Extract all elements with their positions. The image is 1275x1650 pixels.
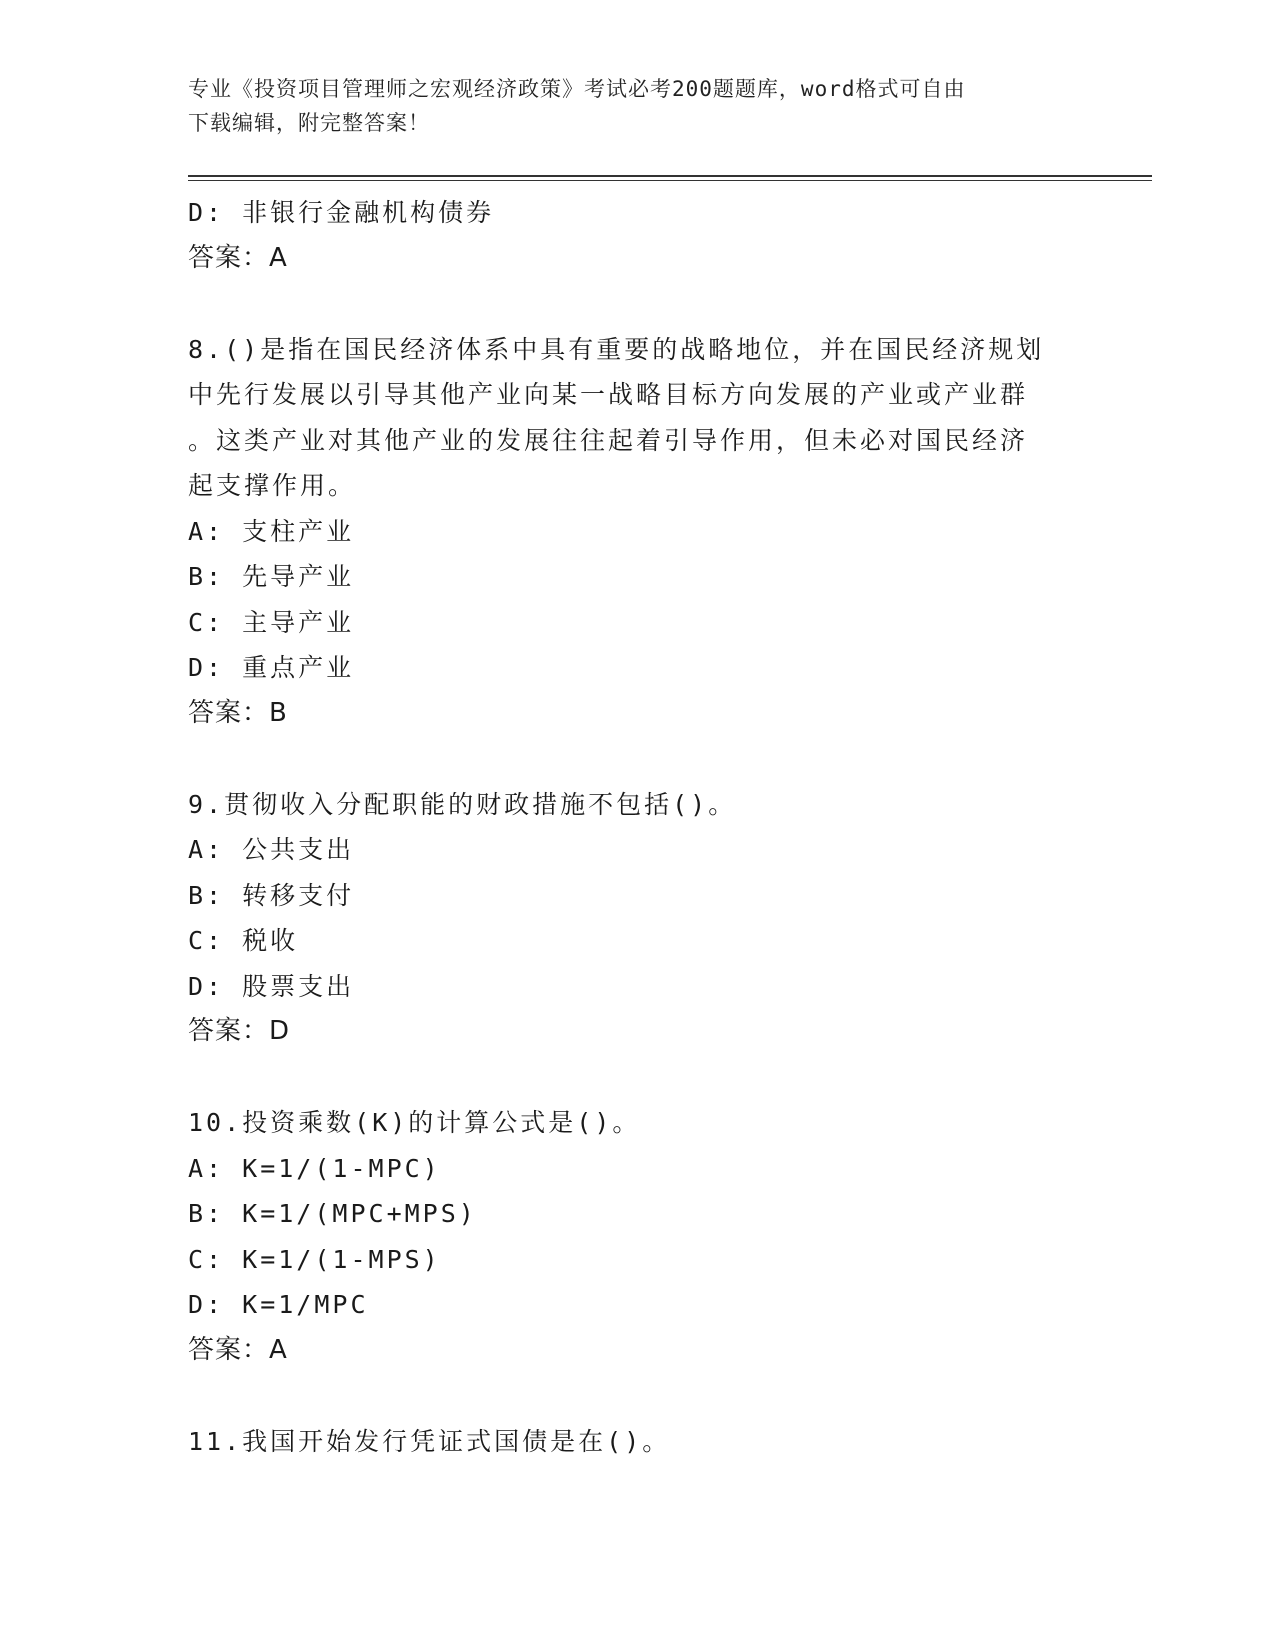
option-d: D: 非银行金融机构债券 xyxy=(188,198,495,227)
option-a: A: 公共支出 xyxy=(188,835,355,864)
question-text-line: 9.贯彻收入分配职能的财政措施不包括()。 xyxy=(188,789,737,819)
document-body xyxy=(188,190,1088,1464)
header-divider-thin xyxy=(188,180,1152,181)
question-text-line: 。这类产业对其他产业的发展往往起着引导作用，但未必对国民经济 xyxy=(188,425,1029,455)
question-text-line: 中先行发展以引导其他产业向某一战略目标方向发展的产业或产业群 xyxy=(188,380,1029,409)
option-c: C: 税收 xyxy=(188,926,299,955)
question-text-line: 10.投资乘数(K)的计算公式是()。 xyxy=(188,1108,641,1137)
question-text-line: 11.我国开始发行凭证式国债是在()。 xyxy=(188,1426,671,1456)
option-d: D: K=1/MPC xyxy=(188,1290,369,1319)
spacer xyxy=(188,1373,1088,1419)
answer-line: 答案：D xyxy=(188,1016,291,1046)
header-line-1: 专业《投资项目管理师之宏观经济政策》考试必考200题题库，word格式可自由 xyxy=(188,77,966,101)
option-c: C: 主导产业 xyxy=(188,607,355,637)
answer-line: 答案：A xyxy=(188,1334,288,1365)
option-b: B: 先导产业 xyxy=(188,562,355,591)
answer-line: 答案：A xyxy=(188,242,288,273)
option-d: D: 重点产业 xyxy=(188,653,355,682)
spacer xyxy=(188,736,1088,782)
question-10 xyxy=(188,1100,1088,1373)
spacer xyxy=(188,1055,1088,1101)
option-a: A: K=1/(1-MPC) xyxy=(188,1153,441,1183)
header-line-2: 下载编辑，附完整答案！ xyxy=(188,111,430,135)
option-b: B: 转移支付 xyxy=(188,880,355,910)
spacer xyxy=(188,281,1088,327)
option-a: A: 支柱产业 xyxy=(188,516,355,546)
question-text-line: 8.()是指在国民经济体系中具有重要的战略地位，并在国民经济规划 xyxy=(188,334,1045,364)
question-text-line: 起支撑作用。 xyxy=(188,471,357,500)
option-d: D: 股票支出 xyxy=(188,971,355,1001)
document-header xyxy=(188,72,1088,140)
question-11 xyxy=(188,1419,1088,1465)
answer-line: 答案：B xyxy=(188,697,288,728)
option-b: B: K=1/(MPC+MPS) xyxy=(188,1199,477,1228)
header-divider-thick xyxy=(188,175,1152,177)
option-c: C: K=1/(1-MPS) xyxy=(188,1244,441,1274)
question-9 xyxy=(188,782,1088,1055)
question-7-tail xyxy=(188,190,1088,281)
question-8 xyxy=(188,327,1088,737)
